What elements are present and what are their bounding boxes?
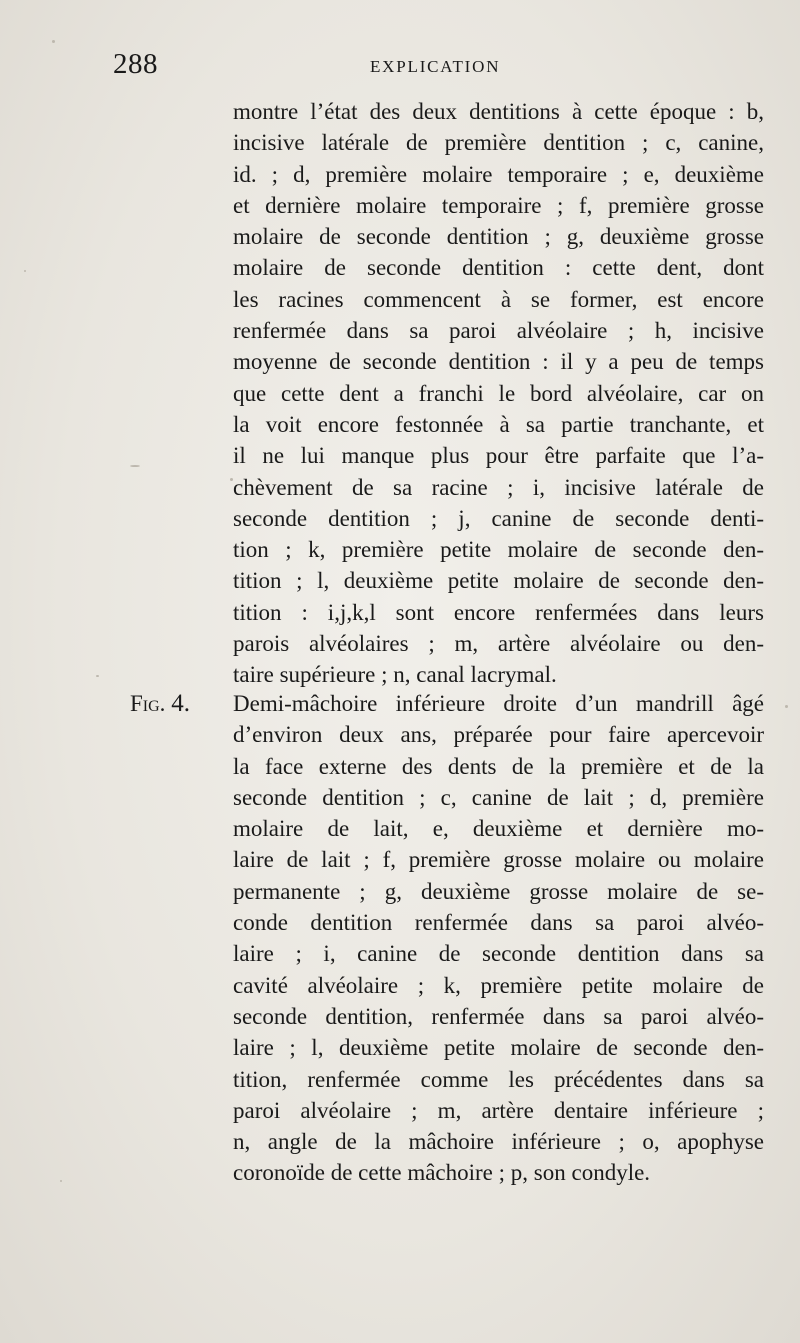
text-line: cavité alvéolaire ; k, première petite molaire de — [233, 972, 764, 998]
text-line: molaire de seconde dentition ; g, deuxième grosse — [233, 224, 764, 250]
figure-4-explanation — [130, 688, 764, 1189]
paper-speck — [130, 465, 140, 467]
text-line: tition ; l, deuxième petite molaire de seconde den- — [233, 568, 764, 594]
text-line: moyenne de seconde dentition : il y a peu de temps — [233, 349, 764, 375]
text-line: la face externe des dents de la première et de la — [233, 753, 764, 779]
text-line: il ne lui manque plus pour être parfaite que l’a- — [233, 443, 764, 469]
paper-speck — [785, 705, 788, 708]
text-line: seconde dentition ; j, canine de seconde denti- — [233, 505, 764, 531]
text-line: d’environ deux ans, préparée pour faire apercevoir — [233, 722, 764, 748]
text-line: tition : i,j,k,l sont encore renfermées dans leurs — [233, 599, 764, 625]
text-line: parois alvéolaires ; m, artère alvéolaire ou den- — [233, 631, 764, 657]
text-line: id. ; d, première molaire temporaire ; e, deuxième — [233, 161, 764, 187]
text-line: laire ; i, canine de seconde dentition dans sa — [233, 941, 764, 967]
text-line: laire ; l, deuxième petite molaire de seconde den- — [233, 1035, 764, 1061]
figure-number: 4. — [171, 690, 190, 717]
text-line: chèvement de sa racine ; i, incisive latérale de — [233, 474, 764, 500]
paper-speck — [60, 1180, 62, 1182]
text-line: coronoïde de cette mâchoire ; p, son condyle. — [233, 1160, 651, 1186]
text-line: permanente ; g, deuxième grosse molaire de se- — [233, 878, 764, 904]
text-line: seconde dentition, renfermée dans sa paroi alvéo- — [233, 1003, 764, 1029]
text-line: taire supérieure ; n, canal lacrymal. — [233, 662, 557, 688]
text-line: laire de lait ; f, première grosse molaire ou molaire — [233, 847, 764, 873]
text-line: tion ; k, première petite molaire de seconde den- — [233, 537, 764, 563]
text-line: molaire de seconde dentition : cette dent, dont — [233, 255, 764, 281]
text-line: tition, renfermée comme les précédentes dans sa — [233, 1066, 764, 1092]
text-line: montre l’état des deux dentitions à cette époque : b, — [233, 99, 764, 124]
text-line: molaire de lait, e, deuxième et dernière mo- — [233, 816, 764, 842]
figure-first-line — [130, 688, 764, 719]
text-line: Demi-mâchoire inférieure droite d’un mandrill âgé — [233, 691, 764, 716]
text-line: que cette dent a franchi le bord alvéolaire, car on — [233, 380, 764, 406]
paper-speck — [24, 270, 26, 272]
text-line: n, angle de la mâchoire inférieure ; o, apophyse — [233, 1129, 764, 1155]
figure-label — [130, 688, 233, 719]
figure-body — [130, 719, 764, 1188]
paper-speck — [52, 40, 55, 43]
text-line: et dernière molaire temporaire ; f, première grosse — [233, 192, 764, 218]
text-line: renfermée dans sa paroi alvéolaire ; h, incisive — [233, 318, 764, 344]
text-line: incisive latérale de première dentition ; c, canine, — [233, 130, 764, 156]
figure-label-word: Fig. — [130, 691, 166, 716]
continuation-paragraph — [233, 96, 764, 691]
text-line: seconde dentition ; c, canine de lait ; d, première — [233, 784, 764, 810]
text-line: conde dentition renfermée dans sa paroi alvéo- — [233, 910, 764, 936]
paper-speck — [96, 675, 99, 677]
text-line: paroi alvéolaire ; m, artère dentaire inférieure ; — [233, 1097, 764, 1123]
running-title: EXPLICATION — [370, 57, 501, 76]
text-line: la voit encore festonnée à sa partie tranchante, et — [233, 411, 764, 437]
text-line: les racines commencent à se former, est encore — [233, 286, 764, 312]
page-number: 288 — [113, 48, 158, 80]
